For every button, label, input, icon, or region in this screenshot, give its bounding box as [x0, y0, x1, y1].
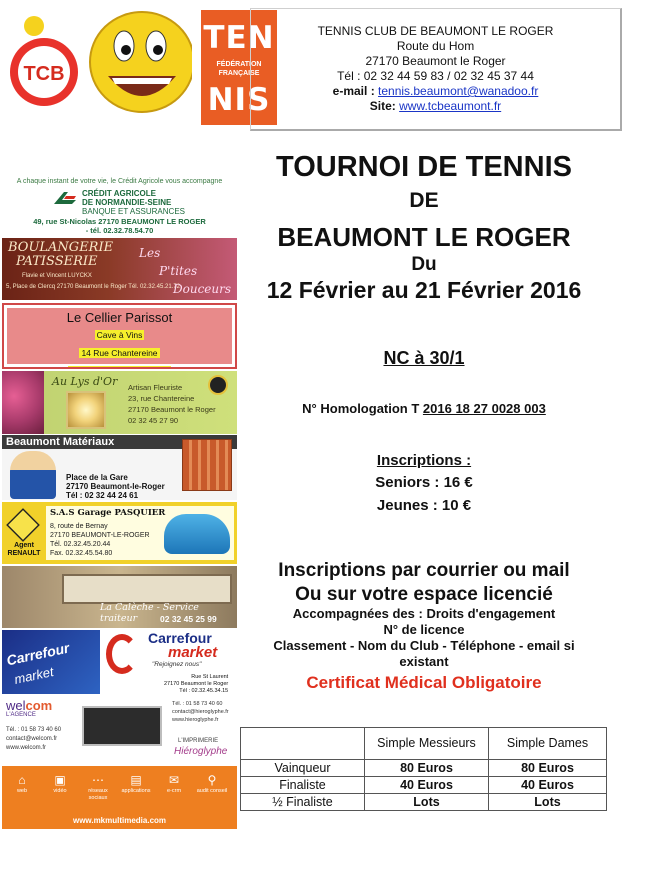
club-email-label: e-mail :: [332, 84, 379, 98]
prize-messieurs: 80 Euros: [365, 760, 489, 777]
cellier-line-1: Cave à Vins: [96, 330, 143, 340]
web-icon: ⌂: [18, 773, 26, 787]
mk-web: [6, 772, 38, 795]
laptop-image: [82, 706, 162, 746]
inscriptions-heading: [246, 452, 602, 470]
ca-tagline: A chaque instant de votre vie, le Crédit Agricole vous accompagne: [16, 178, 223, 185]
renault-agent: [4, 542, 44, 558]
lys-name: Au Lys d'Or: [52, 375, 118, 388]
prize-dames: 80 Euros: [489, 760, 607, 777]
medical-certificate-notice: Certificat Médical Obligatoire: [306, 673, 542, 692]
welcom-contact-2: contact@welcom.fr: [6, 736, 58, 742]
ftt-logo-nis: NIS: [207, 82, 271, 118]
sponsor-beaumont-materiaux: [2, 435, 237, 500]
price-seniors: Seniors : 16 €: [375, 474, 473, 491]
prize-header-dames: Simple Dames: [489, 728, 607, 760]
registration-line-2: Ou sur votre espace licencié: [295, 584, 553, 605]
club-name: TENNIS CLUB DE BEAUMONT LE ROGER: [317, 24, 554, 38]
prize-header-empty: [241, 728, 365, 760]
mk-social-label: réseaux sociaux: [88, 788, 108, 801]
registration-line-1: Inscriptions par courrier ou mail: [278, 560, 570, 581]
required-licence: N° de licence: [383, 622, 465, 637]
carrefour-address: [164, 674, 228, 694]
welcom-logo-a: wel: [6, 698, 26, 713]
welcom-contact: [6, 726, 61, 753]
tcb-smiley-logo: [4, 6, 192, 134]
boul-script: [137, 242, 233, 298]
garage-name: S.A.S Garage PASQUIER: [50, 508, 166, 518]
ftt-logo-federation: FÉDÉRATION FRANÇAISE: [216, 61, 262, 77]
prize-messieurs: Lots: [365, 794, 489, 811]
tournament-du: Du: [411, 254, 437, 275]
welcom-logo: [6, 698, 52, 713]
carrefour-brand: Carrefour: [148, 630, 212, 646]
mk-url: www.mkmultimedia.com: [72, 816, 167, 825]
club-site-link[interactable]: www.tcbeaumont.fr: [399, 99, 502, 113]
mk-audit-label: audit conseil: [196, 788, 228, 794]
ca-name-2: DE NORMANDIE-SEINE: [82, 198, 172, 207]
worker-image: [10, 451, 56, 499]
boul-owners: Flavie et Vincent LUYCKX: [22, 273, 92, 279]
carrefour-photo-text-2: market: [12, 664, 55, 687]
tournament-category-line: [246, 347, 602, 369]
sponsor-carrefour-market: [2, 630, 237, 694]
boul-address: 5, Place de Clercq 27170 Beaumont le Roger Tél. 02.32.45.21.72: [6, 284, 181, 290]
ca-name-1: CRÉDIT AGRICOLE: [82, 189, 156, 198]
credit-agricole-logo-icon: [52, 190, 78, 208]
sponsor-welcom: [2, 696, 237, 766]
tournament-title: TOURNOI DE TENNIS: [276, 151, 572, 183]
tcb-logo-text: TCB: [23, 63, 65, 85]
carrefour-photo-text-1: Carrefour: [5, 639, 71, 669]
prize-table: [240, 727, 607, 811]
prize-row-label: Finaliste: [241, 777, 365, 794]
boul-script-1: Les: [139, 246, 161, 260]
table-row: [241, 777, 607, 794]
lys-text: [128, 382, 216, 426]
garage-text: [50, 522, 150, 558]
sponsor-la-caleche: [2, 566, 237, 628]
renault-agent-2: RENAULT: [7, 550, 41, 557]
email-icon: ✉: [168, 773, 180, 787]
bmat-line-3: Tél : 02 32 44 24 61: [66, 491, 139, 500]
renault-logo-icon: [6, 508, 40, 542]
tournament-dates: 12 Février au 21 Février 2016: [266, 277, 582, 303]
mk-audit: [196, 772, 228, 795]
club-contact-box: [250, 8, 622, 131]
prize-row-label: ½ Finaliste: [241, 794, 365, 811]
imprimerie-label: L'IMPRIMERIE: [178, 738, 219, 744]
club-email-line: [251, 84, 620, 99]
ca-address: 49, rue St-Nicolas 27170 BEAUMONT LE ROGER: [33, 217, 206, 226]
mk-apps-label: applications: [121, 788, 151, 794]
garage-line-2: 27170 BEAUMONT-LE-ROGER: [50, 532, 150, 539]
garage-line-4: Fax. 02.32.45.54.80: [50, 550, 113, 557]
hieroglyphe-contact: [172, 700, 229, 724]
prize-header-messieurs: Simple Messieurs: [365, 728, 489, 760]
prize-table-header: [241, 728, 607, 760]
carrefour-address-3: Tél : 02.32.45.34.15: [179, 688, 229, 694]
tournament-de: DE: [409, 189, 439, 212]
medal-icon: [208, 375, 228, 395]
sponsor-mkmultimedia: [2, 766, 237, 829]
tournament-category: NC à 30/1: [383, 348, 465, 368]
lys-line-1: Artisan Fleuriste: [128, 383, 183, 392]
carrefour-photo: [2, 630, 100, 694]
welcom-sub: L'AGENCE: [6, 712, 36, 718]
bmat-name: Beaumont Matériaux: [2, 435, 237, 449]
price-jeunes: Jeunes : 10 €: [376, 497, 472, 514]
prize-messieurs: 40 Euros: [365, 777, 489, 794]
sponsor-lys-dor: [2, 371, 237, 434]
boul-line-1: BOULANGERIE: [8, 240, 114, 255]
mk-video-label: vidéo: [53, 788, 67, 794]
bmat-address: [66, 473, 165, 500]
mk-social: [82, 772, 114, 802]
mk-apps: [120, 772, 152, 795]
bmat-line-2: 27170 Beaumont-le-Roger: [66, 482, 165, 491]
mk-icons: [6, 772, 234, 812]
boul-line-2: PATISSERIE: [16, 254, 98, 269]
club-address-1: Route du Hom: [396, 39, 475, 53]
carrefour-slogan: "Rejoignez nous": [152, 661, 202, 668]
ca-name-3: BANQUE ET ASSURANCES: [82, 207, 185, 216]
video-icon: ▣: [54, 773, 66, 787]
homologation-line: [246, 401, 602, 417]
required-info-cont: existant: [399, 654, 449, 669]
required-info: Classement - Nom du Club - Téléphone - email si: [273, 638, 575, 653]
brick-image: [182, 439, 232, 491]
homologation-label: N° Homologation T: [302, 401, 423, 416]
hieroglyphe-contact-1: Tél. : 01 58 73 40 60: [172, 701, 223, 707]
ca-phone: - tél. 02.32.78.54.70: [85, 226, 154, 235]
renault-agent-1: Agent: [14, 542, 34, 549]
welcom-contact-1: Tél. : 01 58 73 40 60: [6, 727, 62, 733]
club-address-2: 27170 Beaumont le Roger: [365, 54, 506, 68]
location-pin-icon: ⚲: [207, 773, 217, 787]
bmat-line-1: Place de la Gare: [66, 473, 128, 482]
mk-video: [44, 772, 76, 795]
lys-line-3: 27170 Beaumont le Roger: [128, 405, 216, 414]
boul-script-2: P'tites: [159, 264, 198, 278]
boul-script-3: Douceurs: [173, 282, 232, 296]
club-phone: Tél : 02 32 44 59 83 / 02 32 45 37 44: [337, 69, 534, 83]
hieroglyphe-logo: Hiéroglyphe: [174, 746, 228, 757]
club-site-line: [251, 99, 620, 114]
table-row: [241, 794, 607, 811]
homologation-number: 2016 18 27 0028 003: [422, 401, 546, 416]
prize-row-label: Vainqueur: [241, 760, 365, 777]
carrefour-logo-icon: [106, 634, 138, 674]
carrefour-address-1: Rue St Laurent: [191, 674, 229, 680]
ftt-logo-ten: TEN: [203, 20, 275, 56]
cellier-line-2: 14 Rue Chantereine: [81, 348, 158, 358]
smiley-face-icon: [90, 12, 192, 112]
tournament-city: BEAUMONT LE ROGER: [277, 222, 571, 252]
mk-ecrm-label: e-crm: [166, 788, 182, 794]
flower-image: [2, 371, 44, 434]
inscriptions-label: Inscriptions :: [376, 452, 472, 469]
prize-dames: 40 Euros: [489, 777, 607, 794]
sponsor-boulangerie: [2, 238, 237, 300]
cellier-name: Le Cellier Parissot: [66, 310, 173, 325]
club-site-label: Site:: [369, 99, 400, 113]
shopfront-image: [62, 574, 232, 604]
car-image: [164, 514, 230, 554]
apps-icon: ▤: [130, 773, 142, 787]
caleche-phone: 02 32 45 25 99: [160, 614, 217, 624]
caleche-sign: La Calèche - Service traiteur: [100, 602, 199, 624]
sponsor-cellier: [2, 303, 237, 369]
social-icon: ⋯: [92, 773, 104, 787]
mk-ecrm: [158, 772, 190, 795]
club-email-link[interactable]: tennis.beaumont@wanadoo.fr: [378, 84, 539, 98]
carrefour-address-2: 27170 Beaumont le Roger: [164, 681, 229, 687]
hieroglyphe-contact-2: contact@hieroglyphe.fr: [172, 709, 229, 715]
welcom-logo-b: com: [25, 698, 53, 713]
carrefour-market: market: [168, 644, 218, 661]
garage-line-3: Tél. 02.32.45.20.44: [50, 541, 111, 548]
lys-line-2: 23, rue Chantereine: [128, 394, 195, 403]
sponsor-garage-pasquier: [2, 502, 237, 564]
cellier-line-3: [68, 366, 171, 369]
required-docs: Accompagnées des : Droits d'engagement: [292, 606, 556, 621]
hieroglyphe-contact-3: www.hieroglyphe.fr: [172, 717, 219, 723]
lys-line-4: 02 32 45 27 90: [128, 416, 179, 425]
sponsor-credit-agricole: [2, 174, 237, 236]
mk-web-label: web: [16, 788, 28, 794]
table-row: [241, 760, 607, 777]
prize-dames: Lots: [489, 794, 607, 811]
rose-image: [66, 391, 106, 429]
garage-line-1: 8, route de Bernay: [50, 523, 108, 530]
welcom-contact-3: www.welcom.fr: [6, 745, 47, 751]
